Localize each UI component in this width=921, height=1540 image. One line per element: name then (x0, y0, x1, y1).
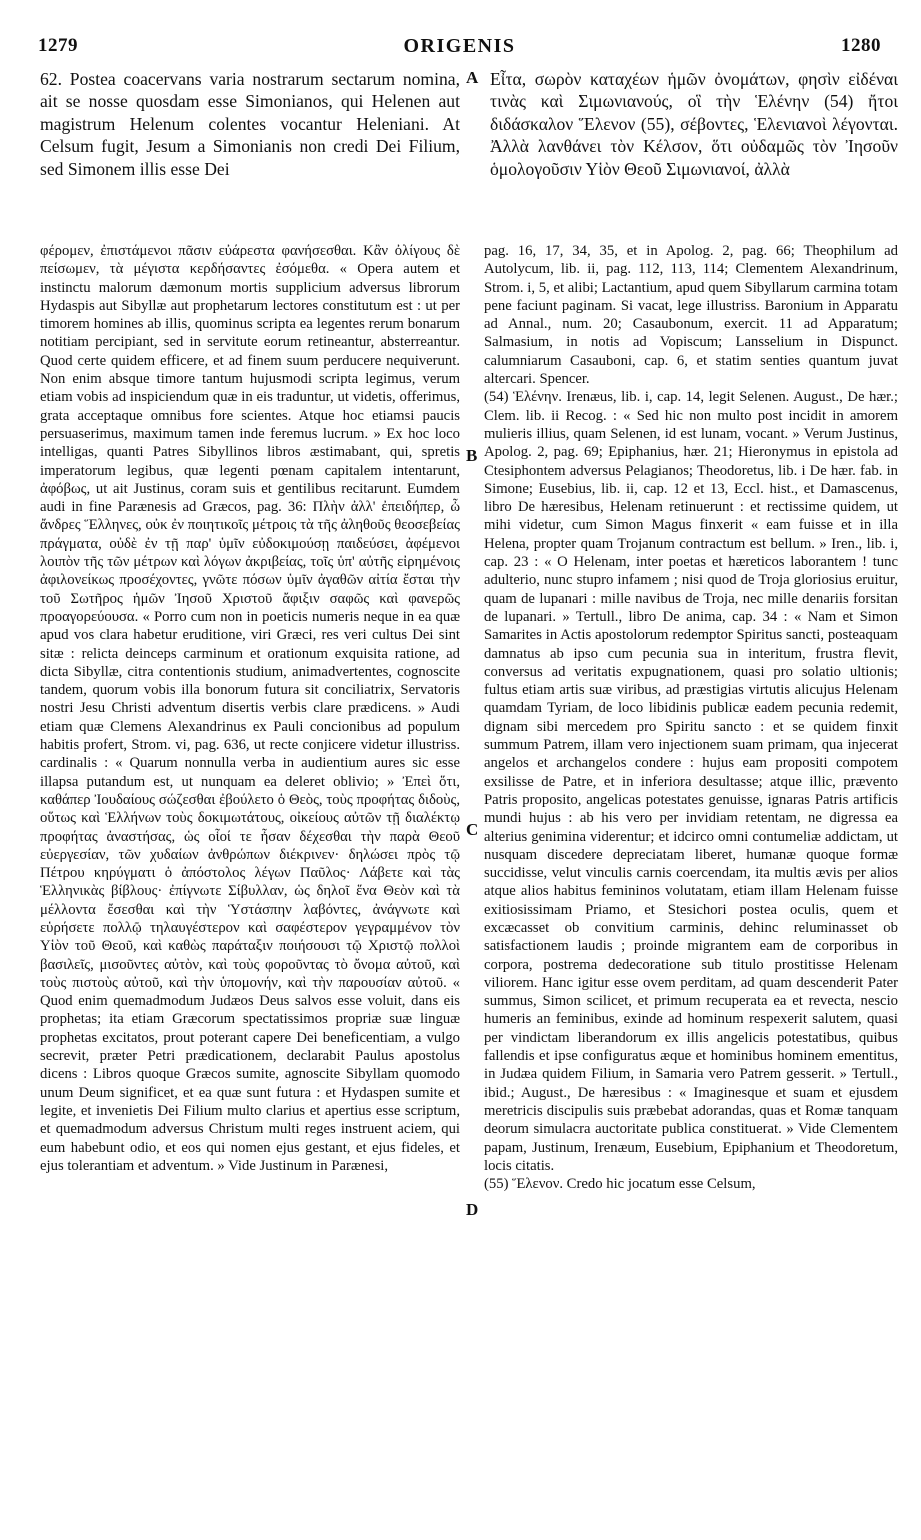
margin-letter-a: A (466, 68, 479, 87)
page-number-left: 1279 (38, 35, 78, 56)
greek-paragraph-62: Εἶτα, σωρὸν καταχέων ἡμῶν ὀνομάτων, φησὶν εἰδέναι τινὰς καὶ Σιμωνιανούς, οἳ τὴν Ἑλένην (54) ἤτοι διδάσκαλον Ἕλενον (55), σέβοντες, Ἑλενιανοὶ λέγονται. Ἀλλὰ λανθάνει τὸν Κέλσον, ὅτι οὐδαμῶς τὸν Ἰησοῦν ὁμολογοῦσιν Υἱὸν Θεοῦ Σιμωνιανοί, ἀλλὰ (490, 69, 898, 179)
margin-letter-b: B (466, 446, 478, 465)
page-number-right: 1280 (841, 35, 881, 56)
note-54: (54) Ἑλένην. Irenæus, lib. i, cap. 14, legit Selenen. August., De hær.; Clem. lib. ii Recog. : « Sed hic non multo post incidit in amorem mulieris illius, quam Selenen, id est lunam, vocant. » Verum Justinus, Apolog. 2, pag. 69; Epiphanius, hær. 21; Hieronymus in epistola ad Ctesiphontem adversus Pelagianos; Theodoretus, lib. i De hær. fab. in Simone; Eusebius, lib. ii, cap. 12 et 13, Eccl. hist., et Damascenus, libro De hæresibus, Helenam retinuerunt : et rectissime quidem, ut mihi videtur, cum Simon Magus finxerit « eam fuisse et in illa Helena, propter quam Trojanum contractum est bellum. » Iren., lib. i, cap. 23 : « O Helenam, inter poetas et hæreticos laborantem ! tunc adulterio, nunc stupro infamem ; nisi quod de Troja gloriosius eruitur, quam de lupanari : mille navibus de Troja, nec mille denariis forsitan de lupanari. » Tertull., libro De anima, cap. 34 : « Nam et Simon Samarites in Actis apostolorum redemptor Spiritus sancti, posteaquam damnatus ab ipso cum pecunia sua in interitum, frustra flevit, conversus ad veritatis expugnationem, quasi pro solatio ultionis; fultus etiam artis suæ viribus, ad præstigias virtutis alicujus Helenam quamdam Tyriam, de loco libidinis publicæ eadem pecunia redemit, dignam sibi mercedem pro Spiritu sancto : et se quidem finxit summum Patrem, illam vero injectionem suam primam, qua injecerat angelos et archangelos condere : hujus eam propositi compotem exsilisse de Patre, et in inferiora desultasse; atque illic, prævento Patris proposito, angelicas potestates genuisse, ignaras Patris artificis mundi hujus : ab his vero per invidiam retentam, ne digressa ea alterius genimina viderentur; et idcirco omni contumeliæ addictam, ut nusquam discedere depreciatam liberet, humanæ quoque formæ succidisse, velut vinculis carnis coercendam, ita multis ævis per alios atque alios habitus femininos volutatam, etiam illam Helenam fuisse exitiosissimam Priamo, et Stesichori postea oculis, quem et excæcasset ob convitium carminis, dehinc reluminasset ob satisfactionem laudis ; proinde migrantem eam de corporibus in corpora, postrema dedecoratione sub titulo prostitisse Helenam viliorem. Hanc igitur esse ovem perditam, ad quam descenderit Pater summus, Simon scilicet, et primum recuperata ea et revecta, nescio humeris an feminibus, exinde ad hominum respexerit salutem, quasi per vindictam liberandorum ex illis angelicis potestatibus, quibus fallendis et ipse configuratus æque et hominibus hominem ementitus, in Judæa quidem Filium, in Samaria vero Patrem gesserit. » Tertull., ibid.; August., De hæresibus : « Imaginesque et suam et ejusdem meretricis discipulis suis præbebat adorandas, quas et Romæ tanquam deorum simulacra auctoritate publica constituerat. » Vide Clementem papam, Justinum, Irenæum, Eusebium, Epiphanium et Theodoretum, locis citatis. (484, 389, 898, 1174)
running-title: ORIGENIS (403, 35, 516, 57)
latin-paragraph-62: 62. Postea coacervans varia nostrarum sectarum nomina, ait se nosse quosdam esse Simonianos, qui Helenen aut magistrum Helenum colentes vocantur Heleniani. At Celsum fugit, Jesum a Simonianis non credi Dei Filium, sed Simonem illis esse Dei (40, 69, 460, 179)
note-55: (55) Ἕλενον. Credo hic jocatum esse Celsum, (484, 1176, 756, 1193)
margin-letter-d: D (466, 1200, 479, 1219)
note-continuation: φέρομεν, ἐπιστάμενοι πᾶσιν εὐάρεστα φανήσεσθαι. Κἂν ὀλίγους δὲ πείσωμεν, τὰ μέγιστα κερδήσαντες ἐσόμεθα. « Opera autem et instinctu malorum dæmonum mortis supplicium adversus librorum Hydaspis aut Sibyllæ aut prophetarum lectores constitutum est : ut per timorem homines ab illis, quominus scripta ea legentes rerum bonarum notitiam percipiant, sed in servitute eorum retineantur, absterreantur. Quod certe quidem efficere, et ad finem suum perducere nequiverunt. Non enim absque timore tantum hujusmodi scripta legimus, verum etiam vobis ad inspiciendum quæ in eis traduntur, ut videtis, offerimus, grata acceptaque omnibus fore scientes. Atque hoc etiamsi paucis persuaserimus, maximum tamen inde feremus lucrum. » Ex hoc loco intelligas, quanti Patres Sibyllinos libros æstimabant, qui, spretis imperatorum legibus, quæ legenti pœnam capitalem intentarunt, ἀφόβως, ut ait Justinus, coram suis et gentilibus recitarunt. Eumdem audi in fine Parænesis ad Græcos, pag. 36: Πλὴν ἀλλ' ἐπειδήπερ, ὦ ἄνδρες Ἕλληνες, οὐκ ἐν ποιητικοῖς μέτροις τὰ τῆς ἀληθοῦς θεοσεβείας πράγματα, οὐδὲ ἐν τῇ παρ' ὑμῖν εὐδοκιμούσῃ παιδεύσει, ἀφέμενοι λοιπὸν τῆς τῶν μέτρων καὶ λόγων ἀκριβείας, τοῖς ὑπ' αὐτῆς εἰρημένοις ἀφιλονείκως προσέχοντες, γνῶτε πόσων ὑμῖν ἀγαθῶν αἰτία ἔσται τὴν τοῦ Σωτῆρος ἡμῶν Ἰησοῦ Χριστοῦ ἄφιξιν σαφῶς καὶ φανερῶς προαγορεύουσα. « Porro cum non in poeticis numeris neque in ea quæ apud vos clara habetur eruditione, viri Græci, res veri cultus Dei sint sitæ : relicta deinceps carminum et orationum exquisita ratione, ad dicta Sibyllæ, citra contentionis studium, animadvertentes, cognoscite tandem, quorum vobis illa bonorum futura sit conciliatrix, Servatoris nostri Jesu Christi adventum disertis verbis clare prædicens. » Audi etiam quæ Clemens Alexandrinus ex Pauli concionibus ad populum habitis profert, Strom. vi, pag. 636, ut recte conjicere videtur illustriss. cardinalis : « Quarum nonnulla verba in audientium aures sic esse illapsa putandum est, ut nunquam ea deleret oblivio; » Ἐπεὶ ὅτι, καθάπερ Ἰουδαίους σώζεσθαι ἐβούλετο ὁ Θεὸς, τοὺς προφήτας διδοὺς, οὕτως καὶ Ἑλλήνων τοὺς δοκιμωτάτους, οἰκείους αὐτῶν τῇ διαλέκτῳ προφήτας ἀναστήσας, ὡς οἷοί τε ἦσαν δέχεσθαι τὴν παρὰ Θεοῦ εὐεργεσίαν, τῶν χυδαίων ἀνθρώπων διέκρινεν· δηλώσει πρὸς τῷ Πέτρου κηρύγματι ὁ ἀπόστολος λέγων Παῦλος· Λάβετε καὶ τὰς Ἑλληνικὰς βίβλους· ἐπίγνωτε Σίβυλλαν, ὡς δηλοῖ ἕνα Θεὸν καὶ τὰ μέλλοντα ἔσεσθαι καὶ τὴν Ὑστάσπην λαβόντες, ἀνάγνωτε καὶ εὑρήσετε πολλῷ τηλαυγέστερον καὶ σαφέστερον γεγραμμένον τὸν Υἱὸν τοῦ Θεοῦ, καὶ καθὼς παράταξιν ποιήσουσι τῷ Χριστῷ πολλοὶ βασιλεῖς, μισοῦντες αὐτὸν, καὶ τοὺς φοροῦντας τὸ ὄνομα αὐτοῦ, καὶ τοὺς πιστοὺς αὐτοῦ, καὶ τὴν ὑπομονήν, καὶ τὴν παρουσίαν αὐτοῦ. « Quod enim quemadmodum Judæos Deus salvos esse voluit, dans eis prophetas; ita etiam Græcorum spectatissimos propriæ suæ linguæ prophetas excitatos, prout poterant capere Dei beneficentiam, a vulgo secrevit, præter Petri prædicationem, declarabit Paulus apostolus dicens : Libros quoque Græcos sumite, agnoscite Sibyllam quomodo unum Deum significet, et ea quæ sunt futura : et Hydaspen sumite et legite, et invenietis Dei Filium multo clarius et apertius esse scriptum, et quemadmodum adversus Christum multi reges instruent aciem, qui eum habebunt odio, et eos qui nomen ejus gestant, et ejus fideles, et ejus tolerantiam et adventum. » Vide Justinum in Parænesi, (40, 243, 460, 1174)
greek-main-text (490, 68, 898, 180)
notes-left-column (40, 242, 460, 1175)
margin-letter-c: C (466, 820, 479, 839)
latin-main-text (40, 68, 460, 180)
notes-right-column (484, 242, 898, 1193)
note-continuation-right: pag. 16, 17, 34, 35, et in Apolog. 2, pag. 66; Theophilum ad Autolycum, lib. ii, pag. 112, 113, 114; Clementem Alexandrinum, Strom. i, 5, et alibi; Lactantium, apud quem Sibyllarum carmina totam pene faciunt paginam. Si vacat, lege illustriss. Baronium in Apparatu ad Annal., num. 20; Casaubonum, exercit. 11 ad Apparatum; Salmasium, in notis ad Vopiscum; Lansselium in Dispunct. calumniarum Casauboni, cap. 6, et statim senties quantum juvat altercari. Spencer. (484, 243, 898, 388)
running-header (38, 35, 881, 61)
